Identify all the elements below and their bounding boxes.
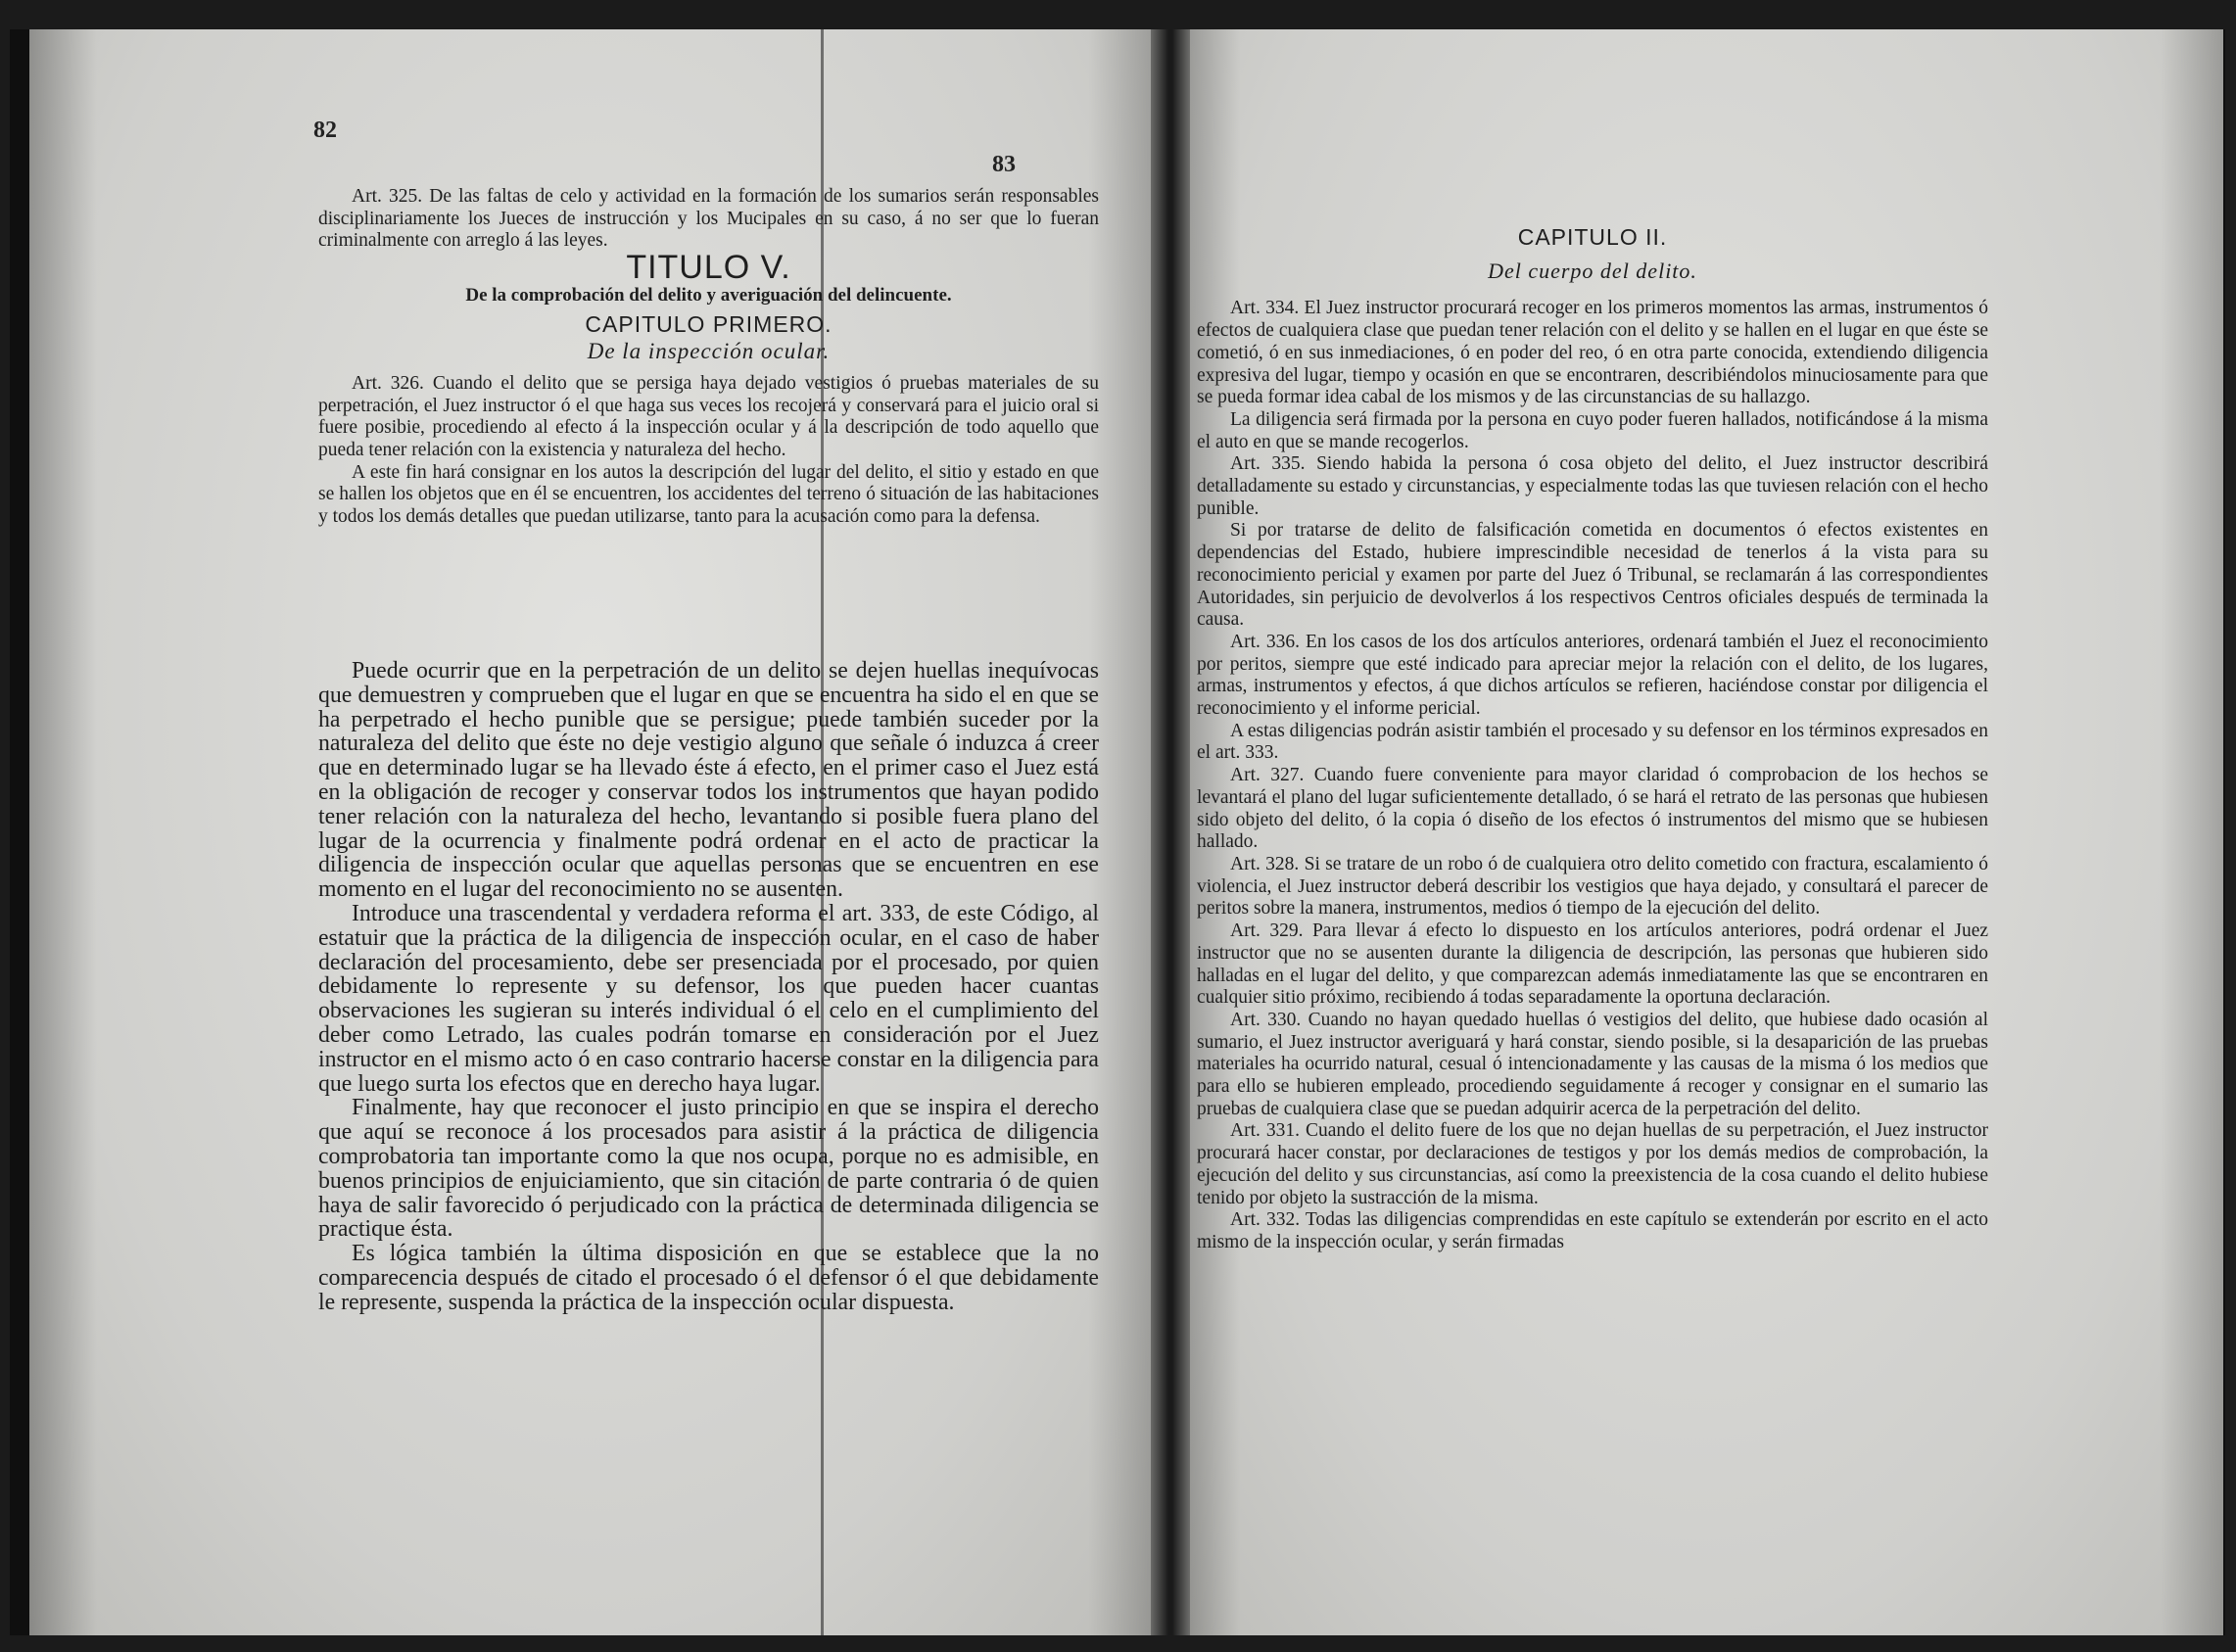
article-335: Art. 335. Siendo habida la persona ó cosa objeto del delito, el Juez instructor describirá detalladamente su estado y circunstancias, y especialmente todas las que tuviesen relación con el hecho punible. <box>1197 453 1988 519</box>
left-upper-text <box>318 186 1099 529</box>
book-gutter <box>1151 29 1190 1635</box>
commentary-paragraph: Finalmente, hay que reconocer el justo principio en que se inspira el derecho que aquí se reconoce á los procesados para asistir á la práctica de diligencia comprobatoria tan importante como la que nos ocupa, porque no es admisible, en buenos principios de enjuiciamiento, que sin citación de parte contraria ó de quien haya de salir favorecido ó perjudicado con la práctica de determinada diligencia se practique ésta. <box>318 1095 1099 1243</box>
article-328: Art. 328. Si se tratare de un robo ó de cualquiera otro delito cometido con fractura, escalamiento ó violencia, el Juez instructor deberá describir los vestigios que haya dejado, y consultará el parecer de peritos sobre la manera, instrumentos, medios ó tiempo de la ejecución del delito. <box>1197 853 1988 920</box>
titulo-subtitle: De la comprobación del delito y averiguación del delincuente. <box>465 284 952 306</box>
commentary-paragraph: Es lógica también la última disposición en que se establece que la no comparecencia después de citado el procesado ó el defensor ó el que debidamente le represente, suspenda la práctica de la inspección ocular dispuesta. <box>318 1241 1099 1315</box>
article-336-paragraph-2: A estas diligencias podrán asistir también el procesado y su defensor en los términos expresados en el art. 333. <box>1197 720 1988 764</box>
commentary-paragraph: Puede ocurrir que en la perpetración de un delito se dejen huellas inequívocas que demuestren y comprueben que el lugar en que se encuentra ha sido el en que se ha perpetrado el hecho punible que se persigue; puede también suceder por la naturaleza del delito que éste no deje vestigio alguno que señale ó induzca á creer que en determinado lugar se ha llevado éste á efecto, en el primer caso el Juez está en la obligación de recoger y conservar todos los instrumentos que hayan podido tener relación con la naturaleza del hecho, levantando si posible fuera plano del lugar de la ocurrencia y finalmente podrá ordenar en el acto de practicar la diligencia de inspección ocular que aquellas personas que se encuentren en ese momento en el lugar del reconocimiento no se ausenten. <box>318 658 1099 903</box>
article-330: Art. 330. Cuando no hayan quedado huellas ó vestigios del delito, que hubiese dado ocasión al sumario, el Juez instructor averiguará y hará constar, siendo posible, si la desaparición de las pruebas materiales ha ocurrido natural, cesual ó intencionadamente y las causas de la misma ó los medios que para ello se hubieren empleado, procediendo seguidamente á recoger y consignar en el sumario las pruebas de cualquiera clase que se puedan adquirir acerca de la perpetración del delito. <box>1197 1009 1988 1119</box>
capitulo-subtitle: Del cuerpo del delito. <box>1488 258 1697 283</box>
article-334: Art. 334. El Juez instructor procurará recoger en los primeros momentos las armas, instrumentos ó efectos de cualquiera clase que puedan tener relación con el delito y se hallen en el lugar en que éste se cometió, ó en sus inmediaciones, ó en poder del reo, ó en otra parte conocida, extendiendo diligencia expresiva del lugar, tiempo y ocasión en que se encontraren, describiéndolos minuciosamente para que se pueda formar idea cabal de los mismos y de las circunstancias de su hallazgo. <box>1197 298 1988 408</box>
article-326-paragraph-2: A este fin hará consignar en los autos la descripción del lugar del delito, el sitio y estado en que se hallen los objetos que en él se encuentren, los accidentes del terreno ó situación de las habitaciones y todos los demás detalles que puedan utilizarse, tanto para la acusación como para la defensa. <box>318 461 1099 528</box>
capitulo-subtitle: De la inspección ocular. <box>587 339 831 364</box>
article-334-paragraph-2: La diligencia será firmada por la persona en cuyo poder fueren hallados, notificándose á la misma el auto en que se mande recogerlos. <box>1197 408 1988 452</box>
article-326: Art. 326. Cuando el delito que se persiga haya dejado vestigios ó pruebas materiales de su perpetración, el Juez instructor ó el que haga sus veces los recojerá y conservará para el juicio oral si fuere posibie, procediendo al efecto á la inspección ocular y á la descripción de todo aquello que pueda tener relación con la existencia y naturaleza del hecho. <box>318 372 1099 461</box>
titulo-heading: TITULO V. <box>626 249 791 287</box>
capitulo-heading: CAPITULO II. <box>1517 224 1668 250</box>
book-spread <box>10 29 2225 1635</box>
article-329: Art. 329. Para llevar á efecto lo dispuesto en los artículos anteriores, podrá ordenar el Juez instructor que no se ausenten durante la diligencia de descripción, las personas que hubieren sido halladas en el lugar del delito, y que comparezcan además inmediatamente las que se encontraren en cualquier sitio próximo, recibiendo á todas separadamente la oportuna declaración. <box>1197 920 1988 1009</box>
capitulo-heading: CAPITULO PRIMERO. <box>585 310 833 337</box>
commentary-paragraph: Introduce una trascendental y verdadera reforma el art. 333, de este Código, al estatuir que la práctica de la diligencia de inspección ocular, en el caso de haber declaración del procesamiento, debe ser presenciada por el procesado, por quien debidamente lo represente y su defensor, los que pueden hacer cuantas observaciones les sugieran su interés individual ó el celo en el cumplimiento del deber como Letrado, las cuales podrán tomarse en consideración por el Juez instructor en el mismo acto ó en caso contrario hacerse constar en la diligencia para que luego surta los efectos que en derecho haya lugar. <box>318 900 1099 1097</box>
left-commentary <box>318 659 1099 1315</box>
right-page-number: 83 <box>992 152 1016 177</box>
left-page-number: 82 <box>313 118 337 143</box>
article-325: Art. 325. De las faltas de celo y actividad en la formación de los sumarios serán responsables disciplinariamente los Jueces de instrucción y los Mucipales en su caso, á no ser que lo fueran criminalmente con arreglo á las leyes. <box>318 186 1099 252</box>
article-332: Art. 332. Todas las diligencias comprendidas en este capítulo se extenderán por escrito en el acto mismo de la inspección ocular, y serán firmadas <box>1197 1209 1988 1252</box>
article-327: Art. 327. Cuando fuere conveniente para mayor claridad ó comprobacion de los hechos se levantará el plano del lugar suficientemente detallado, ó se hará el retrato de las personas que hubiesen sido objeto del delito, ó la copia ó diseño de los efectos ó instrumentos del mismo que se hubiesen hallado. <box>1197 765 1988 853</box>
article-335-paragraph-2: Si por tratarse de delito de falsificación cometida en documentos ó efectos existentes en dependencias del Estado, hubiere imprescindible necesidad de tenerlos á la vista para su reconocimiento pericial y examen por parte del Juez ó Tribunal, se reclamarán á las correspondientes Autoridades, sin perjuicio de devolverlos á los respectivos Centros oficiales después de terminada la causa. <box>1197 520 1988 631</box>
article-331: Art. 331. Cuando el delito fuere de los que no dejan huellas de su perpetración, el Juez instructor procurará hacer constar, por declaraciones de testigos y por los demás medios de comprobación, la ejecución del delito y sus circunstancias, así como la preexistencia de la cosa cuando el delito hubiese tenido por objeto la sustracción de la misma. <box>1197 1120 1988 1208</box>
right-page-text <box>1197 220 1988 1254</box>
article-336: Art. 336. En los casos de los dos artículos anteriores, ordenará también el Juez el reconocimiento por peritos, siempre que esté indicado para apreciar mejor la relación con el delito, de los lugares, armas, instrumentos y efectos, á que dichos artículos se refieren, haciéndose constar por diligencia el reconocimiento y el informe pericial. <box>1197 631 1988 720</box>
